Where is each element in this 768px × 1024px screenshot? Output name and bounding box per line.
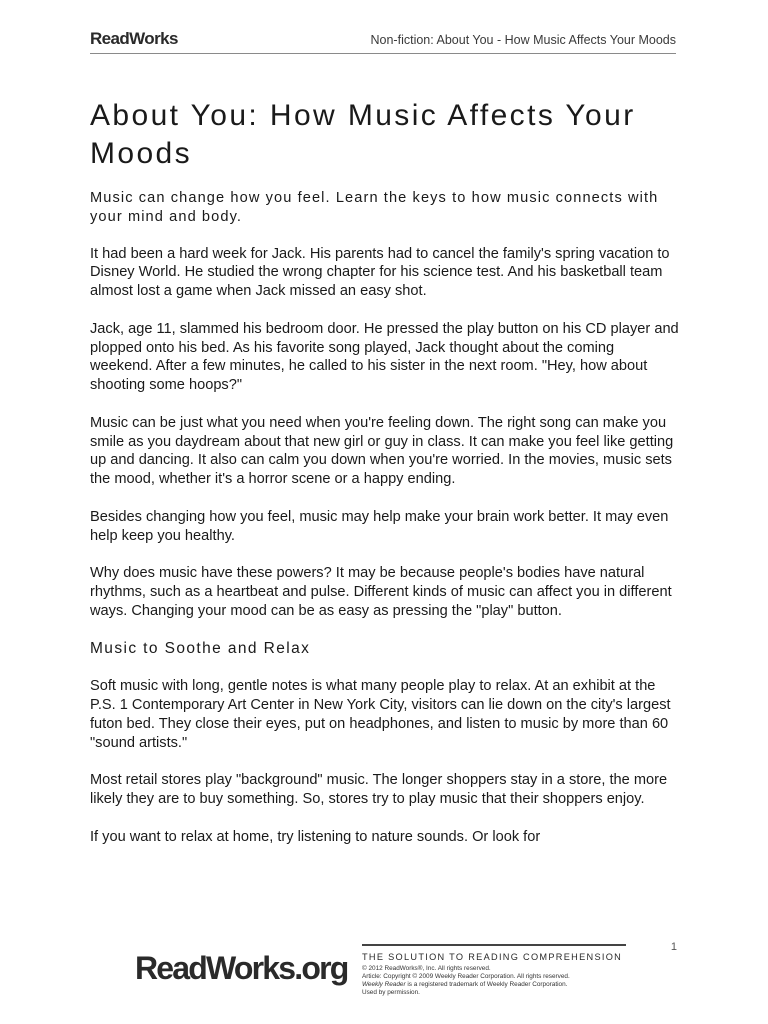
header-divider — [90, 53, 676, 54]
body-paragraph: Most retail stores play "background" music. The longer shoppers stay in a store, the more likely they are to buy something. So, stores try to play music that their shoppers enjoy. — [90, 772, 668, 808]
footer-divider — [362, 944, 626, 946]
body-paragraph: Soft music with long, gentle notes is what many people play to relax. At an exhibit at the P.S. 1 Contemporary Art Center in New York City, visitors can lie down on the city's largest futon bed. They close their eyes, put on headphones, and listen to music by more than 60 "sound artists." — [90, 678, 671, 751]
header-logo: ReadWorks — [90, 29, 178, 48]
trademark-text: is a registered trademark of Weekly Reader Corporation. — [405, 981, 568, 988]
page-title: About You: How Music Affects Your Moods — [90, 99, 636, 170]
body-paragraph: Music can be just what you need when you're feeling down. The right song can make you smile as you daydream about that new girl or guy in class. It can make you feel like getting up and dancing. It also can calm you down when you're worried. In the movies, music sets the mood, whether it's a horror scene or a happy ending. — [90, 414, 674, 488]
header-breadcrumb: Non-fiction: About You - How Music Affects Your Moods — [370, 33, 676, 47]
footer-fine-print — [362, 965, 570, 997]
body-paragraph: Why does music have these powers? It may be because people's bodies have natural rhythms, such as a heartbeat and pulse. Different kinds of music can affect you in different ways. Changing your mood can be as easy as pressing the "play" button. — [90, 565, 672, 619]
trademark-name: Weekly Reader — [362, 981, 406, 988]
footer-tagline: THE SOLUTION TO READING COMPREHENSION — [362, 952, 623, 962]
article-credit-line: Article: Copyright © 2009 Weekly Reader Corporation. All rights reserved. — [362, 973, 570, 980]
section-heading: Music to Soothe and Relax — [90, 640, 311, 658]
body-paragraph: Besides changing how you feel, music may help make your brain work better. It may even help keep you healthy. — [90, 508, 669, 544]
copyright-line: © 2012 ReadWorks®, Inc. All rights reserved. — [362, 965, 491, 972]
trademark-line — [362, 981, 570, 989]
body-paragraph: It had been a hard week for Jack. His parents had to cancel the family's spring vacation to Disney World. He studied the wrong chapter for his science test. And his basketball team almost lost a game when Jack missed an easy shot. — [90, 245, 670, 300]
intro-paragraph: Music can change how you feel. Learn the keys to how music connects with your mind and body. — [90, 190, 659, 225]
page-number: 1 — [670, 941, 677, 953]
footer-logo: ReadWorks.org — [135, 950, 348, 986]
permission-line: Used by permission. — [362, 989, 420, 996]
article-body — [90, 189, 680, 865]
body-paragraph: If you want to relax at home, try listening to nature sounds. Or look for — [90, 828, 541, 845]
body-paragraph: Jack, age 11, slammed his bedroom door. He pressed the play button on his CD player and plopped onto his bed. As his favorite song played, Jack thought about the coming weekend. After a few minutes, he called to his sister in the next room. "Hey, how about shooting some hoops?" — [90, 320, 679, 394]
